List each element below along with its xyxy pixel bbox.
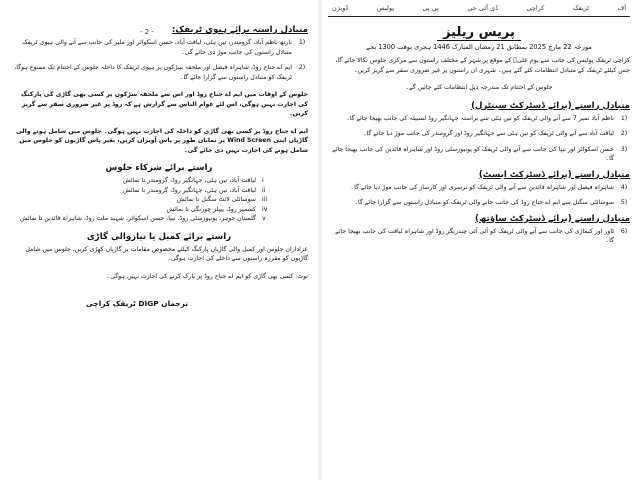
letterhead <box>328 4 630 17</box>
windscreen-paragraph: ایم اے جناح روڈ پر کسی بھی گاڑی کو داخلہ کی اجازت نہیں ہوگی۔ جلوس میں شامل ہونے والی گاڑیاں اپنی Wind Screen پر نمایاں طور پر پاس آویزاں کریں، بغیر پاس گاڑیوں کو جلوس میں شامل ہونے کی اجازت نہیں دی جائے گی۔ <box>16 127 308 154</box>
list-item <box>328 183 630 193</box>
list-item <box>328 129 630 139</box>
route-item <box>10 205 272 215</box>
route-item <box>10 176 272 186</box>
vehicle-routes-heading: راستے برائے کمبل یا نیازوالی گاڑی <box>86 231 232 242</box>
letterhead-word: ڈی آئی جی <box>467 4 498 12</box>
item-number: 2) <box>298 64 306 71</box>
signature-line: ترجمان DIGP ٹریفک کراچی <box>85 299 188 308</box>
route-numeral: iii <box>262 196 268 203</box>
list-item <box>328 227 630 246</box>
item-text: نارتھ ناظم آباد، گرومندر، تین ہٹی، لیاقت آباد، حسن اسکوائر اور ملیر کی جانب سے آنے والی ہیوی ٹریفک متبادل راستوں کی جانب موڑ دی جائے گی۔ <box>22 39 292 56</box>
document-date: مورخہ 22 مارچ 2025 بمطابق 21 رمضان المبارک 1446 ہجری بوقت 1300 بجے <box>366 43 592 51</box>
route-numeral: ii <box>262 186 266 194</box>
route-text: لیاقت آباد، تین ہٹی، جہانگیر روڈ، گرومندر تا نمائش <box>122 186 256 194</box>
intro-paragraph: کراچی ٹریفک پولیس کی جانب سے یوم علیؑ کے موقع پر شہر کے مختلف راستوں سے مرکزی جلوس نکالا جائے گا، جس کیلئے ٹریفک کے متبادل انتظامات کئے گئے ہیں۔ شہری ان راستوں پر غیر ضروری سفر سے گریز کریں۔ <box>335 57 630 74</box>
item-number: 1) <box>620 114 628 122</box>
item-text: ایم اے جناح روڈ، شاہراہ فیصل اور ملحقہ سڑکوں پر ہیوی ٹریفک کا داخلہ جلوس کے اختتام تک ممنوع ہوگا، ٹریفک کو متبادل راستوں سے گزارا جائے گا۔ <box>14 64 292 81</box>
item-text: سوسائٹی سگنل سے ایم اے جناح روڈ کی جانب جانے والی ٹریفک کو متبادل راستوں سے گزارا جائے گا۔ <box>354 199 614 206</box>
item-text: لیاقت آباد سے آنے والی ٹریفک کو تین ہٹی سے جہانگیر روڈ اور گرومندر کی جانب موڑ دیا جائے گا۔ <box>362 130 614 137</box>
list-item <box>10 63 308 82</box>
intro-note: جلوس کے اختتام تک مندرجہ ذیل انتظامات کئے جائیں گے۔ <box>405 84 553 91</box>
letterhead-word: پی پی <box>422 4 439 12</box>
letterhead-word: ڈویژن <box>332 4 349 12</box>
letterhead-word: آف <box>617 4 626 12</box>
route-item <box>10 195 272 205</box>
letterhead-word: کراچی <box>526 4 545 12</box>
item-number: 2) <box>620 130 628 137</box>
route-text: لیاقت آباد، تین ہٹی، جہانگیر روڈ، گرومندر تا نمائش <box>122 177 256 184</box>
letterhead-word: پولیس <box>376 4 395 12</box>
route-numeral: v <box>262 215 266 222</box>
document-title <box>328 25 630 40</box>
item-number: 5) <box>620 199 628 206</box>
item-number: 4) <box>620 183 628 191</box>
central-routes-heading: متبادل راستے (برائے ڈسٹرکٹ سینٹرل) <box>471 100 630 111</box>
list-item <box>328 114 630 124</box>
route-numeral: i <box>262 177 264 184</box>
item-number: 6) <box>620 227 628 235</box>
letterhead-word: ٹریفک <box>572 4 590 12</box>
list-item <box>328 198 630 208</box>
parking-paragraph: جلوس کے اوقات میں ایم اے جناح روڈ اور اس سے ملحقہ سڑکوں پر کسی بھی گاڑی کی پارکنگ کی اجازت نہیں ہوگی، اس لئے عوام الناس سے گزارش ہے کہ روڈ پر غیر ضروری سفر سے گریز کریں۔ <box>20 91 308 117</box>
route-text: سوسائٹی لائٹ سگنل تا نمائش <box>177 196 256 203</box>
item-text: ناظم آباد نمبر 7 سے آنے والی ٹریفک کو تین ہٹی سے براستہ جہانگیر روڈ لسبیلہ کی جانب بھیجا جائے گا۔ <box>346 114 614 122</box>
list-item <box>10 38 308 57</box>
list-item <box>328 145 630 164</box>
press-release-page-2 <box>0 0 318 480</box>
heavy-traffic-heading: متبادل راستہ برائے ہیوی ٹریفک: <box>171 25 308 35</box>
vehicle-paragraph: عزاداران جلوس اور کمبل والی گاڑیاں پارکنگ کیلئے مخصوص مقامات پر گاڑیاں کھڑی کریں، جلوس میں شامل گاڑیوں کو مقررہ راستوں سے داخلے کی اجازت ہوگی۔ <box>25 245 308 262</box>
south-routes-heading: متبادل راستے (برائے ڈسٹرکٹ ساؤتھ) <box>475 213 630 224</box>
item-text: ٹاور اور کیماڑی کی جانب سے آنے والی ٹریفک کو آئی آئی چندریگر روڈ اور شاہراہ لیاقت کی جانب بھیجا جائے گا۔ <box>335 227 614 244</box>
page-number: - 2 - <box>140 28 154 36</box>
route-item <box>10 186 272 196</box>
item-text: شاہراہ فیصل اور شاہراہ قائدین سے آنے والی ٹریفک کو نرسری اور کارساز کی جانب موڑ دیا جائے گا۔ <box>350 183 614 191</box>
route-text: کشمیر روڈ، پیپلز چورنگی تا نمائش <box>166 205 256 213</box>
note-paragraph: نوٹ: کسی بھی گاڑی کو ایم اے جناح روڈ پر پارک کرنے کی اجازت نہیں ہوگی۔ <box>106 272 308 280</box>
press-release-page-1 <box>322 0 640 480</box>
item-number: 3) <box>620 145 628 153</box>
east-routes-heading: متبادل راستے (برائے ڈسٹرکٹ ایسٹ) <box>478 169 630 180</box>
route-text: گلستان جوہر، یونیورسٹی روڈ، نیپا، حسن اسکوائر، شہید ملت روڈ، شاہراہ قائدین تا نمائش <box>19 215 256 222</box>
document-title-text: پریس ریلیز <box>437 25 521 41</box>
item-number: 1) <box>298 39 306 46</box>
route-item <box>10 214 272 224</box>
item-text: حسن اسکوائر اور نیپا کی جانب سے آنے والی ٹریفک کو یونیورسٹی روڈ اور شاہراہ قائدین کی جانب بھیجا جائے گا۔ <box>332 145 614 162</box>
route-numeral: iv <box>262 205 268 213</box>
procession-routes-heading: راستے برائے شرکاء جلوس <box>105 163 213 173</box>
